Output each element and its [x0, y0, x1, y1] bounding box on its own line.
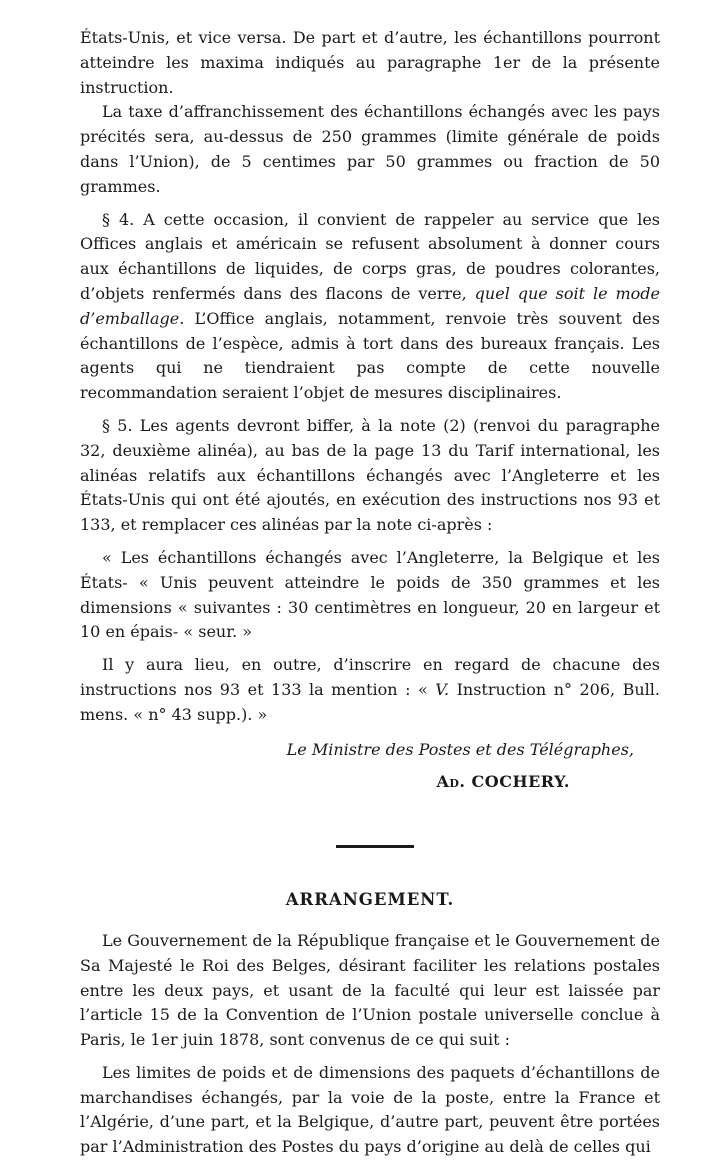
inscription-italic: V.	[435, 679, 450, 699]
section-4-paragraph	[80, 208, 660, 406]
inscription-paragraph	[80, 653, 660, 727]
document-page	[80, 26, 660, 1160]
inscription-lead: Il y aura lieu, en outre, d’inscrire en regard de chacune des instructions nos 93 et 133 la mention : «	[80, 655, 660, 699]
section-4-tail: L’Office anglais, notamment, renvoie très souvent des échantillons de l’espèce, admis à tort dans des bureaux français. Les agents qui ne tiendraient pas compte de cette nouvelle recommandation seraient l’objet de mesures disciplinaires.	[80, 308, 660, 403]
arrangement-article-paragraph: Les limites de poids et de dimensions des paquets d’échantillons de marchandises échangés, par la voie de la poste, entre la France et l’Algérie, d’une part, et la Belgique, d’autre part, peuvent être portées par l’Administration des Postes du pays d’origine au delà de celles qui	[80, 1062, 660, 1157]
signature-name: Ad. COCHERY.	[436, 772, 570, 792]
postage-rate-paragraph: La taxe d’affranchissement des échantillons échangés avec les pays précités sera, au-dessus de 250 grammes (limite générale de poids dans l’Union), de 5 centimes par 50 grammes ou fraction de 50 grammes.	[80, 102, 660, 196]
continuation-paragraph: États-Unis, et vice versa. De part et d’autre, les échantillons pourront atteindre les maxima indiqués au paragraphe 1er de la présente instruction.	[80, 28, 660, 97]
section-4-lead: § 4. A cette occasion, il convient de rappeler au service que les Offices anglais et américain se refusent absolument à donner cours aux échantillons de liquides, de corps gras, de poudres colorantes, d’objets renfermés dans des flacons de verre,	[80, 209, 660, 303]
signature-title: Le Ministre des Postes et des Télégraphes,	[286, 739, 634, 759]
arrangement-heading: ARRANGEMENT.	[285, 890, 455, 910]
tariff-note-quote: « Les échantillons échangés avec l’Angleterre, la Belgique et les États- « Unis peuvent atteindre le poids de 350 grammes et les dimensions « suivantes : 30 centimètres en longueur, 20 en largeur et 10 en épais- « seur. »	[80, 547, 660, 642]
section-4-italic: quel que soit le mode d’emballage.	[80, 283, 661, 328]
inscription-tail: Instruction n° 206, Bull. mens. « n° 43 supp.). »	[80, 679, 660, 724]
section-divider	[336, 845, 414, 848]
section-5-paragraph: § 5. Les agents devront biffer, à la note (2) (renvoi du paragraphe 32, deuxième alinéa), au bas de la page 13 du Tarif international, les alinéas relatifs aux échantillons échangés avec l’Angleterre et les États-Unis qui ont été ajoutés, en exécution des instructions nos 93 et 133, et remplacer ces alinéas par la note ci-après :	[80, 415, 660, 535]
arrangement-preamble: Le Gouvernement de la République française et le Gouvernement de Sa Majesté le Roi des Belges, désirant faciliter les relations postales entre les deux pays, et usant de la faculté qui leur est laissée par l’article 15 de la Convention de l’Union postale universelle conclue à Paris, le 1er juin 1878, sont convenus de ce qui suit :	[80, 930, 660, 1050]
